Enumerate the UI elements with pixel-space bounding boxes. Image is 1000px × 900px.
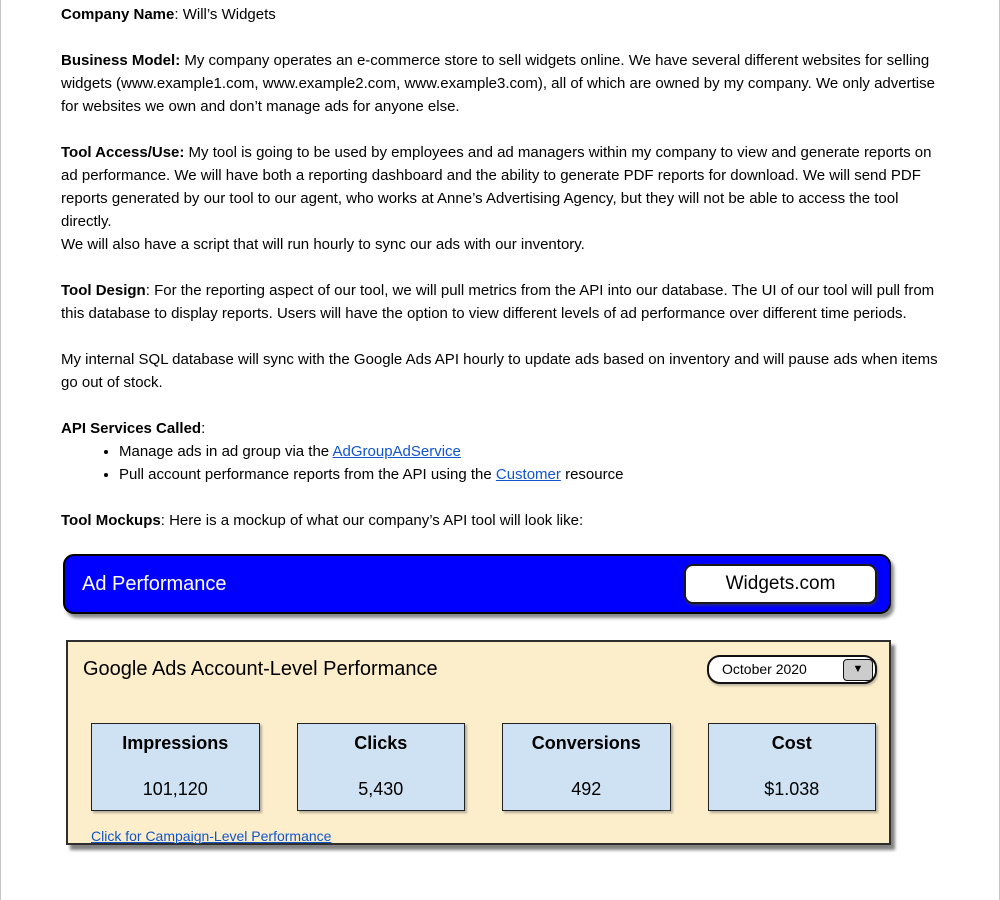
paragraph-tool-design [61, 279, 939, 325]
period-dropdown[interactable] [707, 655, 877, 684]
sql-database-text: My internal SQL database will sync with the Google Ads API hourly to update ads based on inventory and will pause ads when items go out of stock. [61, 351, 938, 391]
tool-design-text: : For the reporting aspect of our tool, we will pull metrics from the API into our database. The UI of our tool will pull from this database to display reports. Users will have the option to view different levels of ad performance over different time periods. [61, 282, 935, 322]
api-services-list [61, 440, 939, 486]
dropdown-arrow-button[interactable] [843, 659, 873, 681]
mockup-header-bar [63, 554, 891, 614]
tool-access-label: Tool Access/Use: [61, 144, 185, 161]
tool-mockups-text: : Here is a mockup of what our company’s API tool will look like: [160, 512, 584, 529]
metric-value: 5,430 [358, 779, 404, 799]
list-item-adgroupadservice: • Manage ads in ad group via the AdGroupAdService [119, 440, 939, 463]
campaign-level-link[interactable]: Click for Campaign-Level Performance [91, 828, 332, 844]
company-name-value: : Will’s Widgets [174, 6, 276, 23]
customer-link[interactable]: Customer [495, 466, 561, 483]
metric-card-impressions [91, 723, 260, 811]
adgroupadservice-link[interactable]: AdGroupAdService [332, 443, 461, 460]
panel-header [68, 642, 889, 684]
mockup-app-title: Ad Performance [82, 572, 227, 595]
site-button[interactable]: Widgets.com [684, 564, 877, 604]
paragraph-business-model [61, 49, 939, 118]
document-body [1, 0, 999, 845]
tool-mockups-label: Tool Mockups [61, 512, 161, 529]
metric-label: Cost [771, 733, 812, 753]
metric-label: Conversions [531, 733, 641, 753]
paragraph-sql-database [61, 348, 939, 394]
metric-label: Clicks [354, 733, 408, 753]
account-performance-panel [66, 640, 891, 845]
metric-card-clicks [297, 723, 466, 811]
paragraph-tool-mockups [61, 509, 939, 532]
tool-access-text: Tool Access/Use: My tool is going to be used by employees and ad managers within my company to view and generate reports on ad performance. We will have both a reporting dashboard and the ability to generate PDF reports for download. We will send PDF reports generated by our tool to our agent, who works at Anne’s Advertising Agency, but they will not be able to access the tool directly. [61, 144, 932, 230]
metric-card-cost [708, 723, 877, 811]
business-model-label: Business Model: [61, 52, 181, 69]
paragraph-tool-access [61, 141, 939, 256]
metric-label: Impressions [122, 733, 229, 753]
tool-design-label: Tool Design [61, 282, 146, 299]
list-item-customer: • Pull account performance reports from the API using the Customer resource [119, 463, 939, 486]
metrics-row [91, 723, 876, 811]
period-value: October 2020 [722, 661, 807, 677]
metric-value: 492 [571, 779, 602, 799]
metric-value: $1.038 [764, 779, 820, 799]
metric-card-conversions [502, 723, 671, 811]
api-services-label: API Services Called [61, 420, 202, 437]
paragraph-company-name [61, 3, 939, 26]
tool-access-text2: We will also have a script that will run hourly to sync our ads with our inventory. [61, 236, 585, 253]
metric-value: 101,120 [142, 779, 208, 799]
company-name-label: Company Name [61, 6, 175, 23]
panel-title: Google Ads Account-Level Performance [83, 658, 438, 680]
paragraph-api-services: API Services Called: [61, 420, 206, 437]
chevron-down-icon: ▼ [852, 663, 864, 675]
business-model-text: My company operates an e-commerce store to sell widgets online. We have several different websites for selling widgets (www.example1.com, www.example2.com, www.example3.com), all of which are owned by my company. We only advertise for websites we own and don’t manage ads for anyone else. [61, 52, 935, 115]
